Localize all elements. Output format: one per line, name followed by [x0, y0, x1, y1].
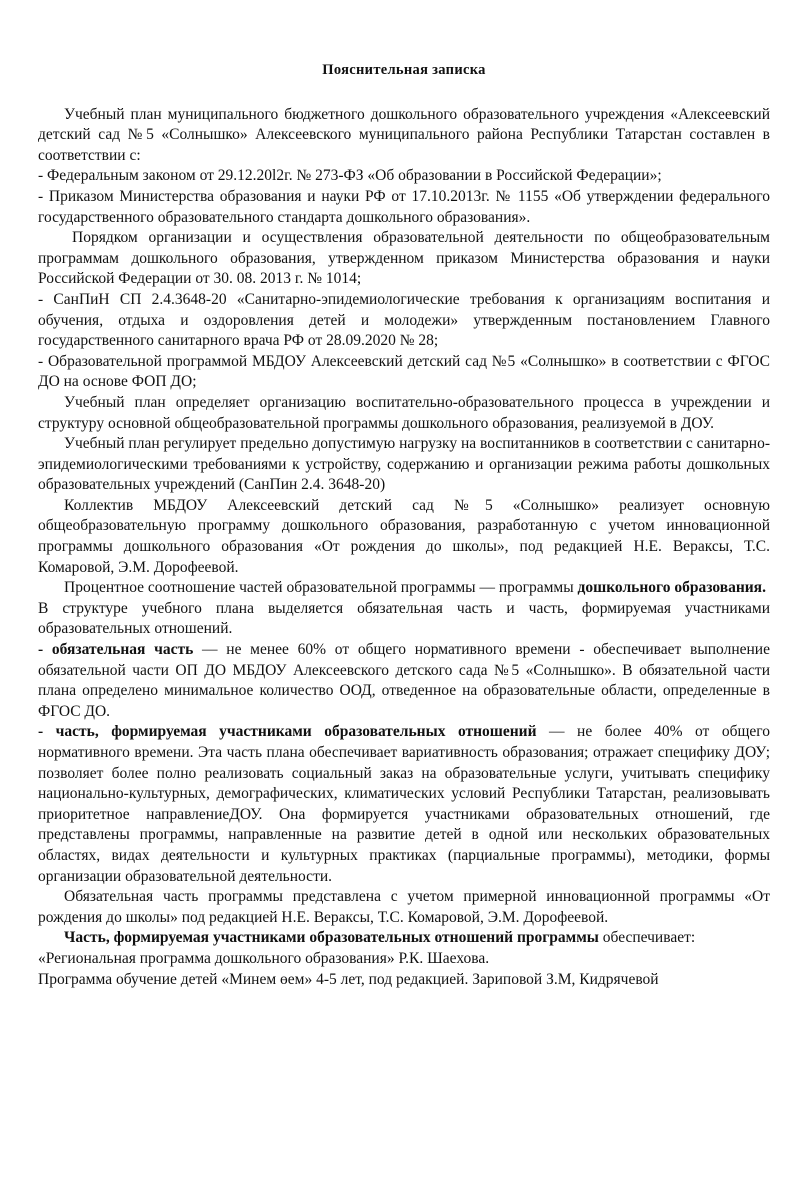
formed-part-label: - часть, формируемая участниками образовательных отношений	[38, 723, 537, 741]
paragraph-regional-program: «Региональная программа дошкольного образования» Р.К. Шаехова.	[38, 949, 490, 967]
paragraph-plan-regulates: Учебный план регулирует предельно допустимую нагрузку на воспитанников в соответствии с санитарно-эпидемиологическими требованиями к устройству, содержанию и организации режима работы дошкольных образовательных учреждений (СанПин 2.4. 3648-20)	[38, 435, 770, 494]
formed-program-label: Часть, формируемая участниками образовательных отношений программы	[64, 929, 599, 947]
paragraph-formed-part	[38, 722, 770, 887]
mandatory-part-label: - обязательная часть	[38, 641, 194, 659]
paragraph-plan-defines: Учебный план определяет организацию воспитательно-образовательного процесса в учреждении и структуру основной общеобразовательной программы дошкольного образования, реализуемой в ДОУ.	[38, 393, 770, 432]
paragraph-formed-program	[38, 928, 770, 949]
mandatory-part-text: — не менее 60% от общего нормативного времени - обеспечивает выполнение обязательной части ОП ДО МБДОУ Алексеевского детского сада №5 «Солнышко». В обязательной части плана определено минимальное количество ООД, отведенное на образовательные области, определенные в ФГОС ДО.	[38, 641, 770, 720]
paragraph-structure: В структуре учебного плана выделяется обязательная часть и часть, формируемая участниками образовательных отношений.	[38, 599, 770, 638]
formed-part-text: — не более 40% от общего нормативного времени. Эта часть плана обеспечивает вариативность образования; отражает специфику ДОУ; позволяет более полно реализовать социальный заказ на образовательные услуги, учитывать специфику национально-культурных, демографических, климатических условий Республики Татарстан, реализовывать приоритетное направлениеДОУ. Она формируется участниками образовательных отношений, где представлены программы, направленные на развитие детей в одной или нескольких образовательных областях, видах деятельности и культурных практиках (парциальные программы), методики, формы организации образовательной деятельности.	[38, 723, 770, 885]
ratio-text: Процентное соотношение частей образовательной программы — программы	[64, 579, 578, 597]
paragraph-mandatory-program: Обязательная часть программы представлена с учетом примерной инновационной программы «От рождения до школы» под редакцией Н.Е. Вераксы, Т.С. Комаровой, Э.М. Дорофеевой.	[38, 888, 770, 926]
formed-program-text: обеспечивает:	[598, 929, 696, 947]
page-title: Пояснительная записка	[322, 62, 486, 78]
list-item-ministry-order: - Приказом Министерства образования и науки РФ от 17.10.2013г. № 1155 «Об утверждении федерального государственного образовательного стандарта дошкольного образования».	[38, 187, 770, 226]
ratio-bold: дошкольного образования.	[577, 579, 766, 597]
paragraph-collective: Коллектив МБДОУ Алексеевский детский сад №5 «Солнышко» реализует основную общеобразовательную программу дошкольного образования, разработанную с учетом инновационной программы дошкольного образования «От рождения до школы», под редакцией Н.Е. Вераксы, Т.С. Комаровой, Э.М. Дорофеевой.	[38, 496, 770, 576]
paragraph-intro: Учебный план муниципального бюджетного дошкольного образовательного учреждения «Алексеевский детский сад №5 «Солнышко» Алексеевского муниципального района Республики Татарстан составлен в соответствии с:	[38, 105, 770, 164]
list-item-federal-law: - Федеральным законом от 29.12.20l2г. № 273-ФЗ «Об образовании в Российской Федерации»;	[38, 167, 662, 185]
list-item-sanpin: - СанПиН СП 2.4.3648-20 «Санитарно-эпидемиологические требования к организациям воспитания и обучения, отдыха и оздоровления детей и молодежи» утвержденным постановлением Главного государственного санитарного врача РФ от 28.09.2020 № 28;	[38, 290, 770, 350]
paragraph-mandatory-part	[38, 640, 770, 722]
paragraph-ratio	[38, 578, 770, 599]
list-item-program: - Образовательной программой МБДОУ Алексеевский детский сад №5 «Солнышко» в соответствии с ФГОС ДО на основе ФОП ДО;	[38, 352, 770, 391]
paragraph-procedure: Порядком организации и осуществления образовательной деятельности по общеобразовательным программам дошкольного образования, утвержденном приказом Министерства образования и науки Российской Федерации от 30. 08. 2013 г. № 1014;	[38, 229, 770, 288]
paragraph-minem-oem: Программа обучение детей «Минем өем» 4-5 лет, под редакцией. Зариповой З.М, Кидрячевой	[38, 970, 659, 988]
